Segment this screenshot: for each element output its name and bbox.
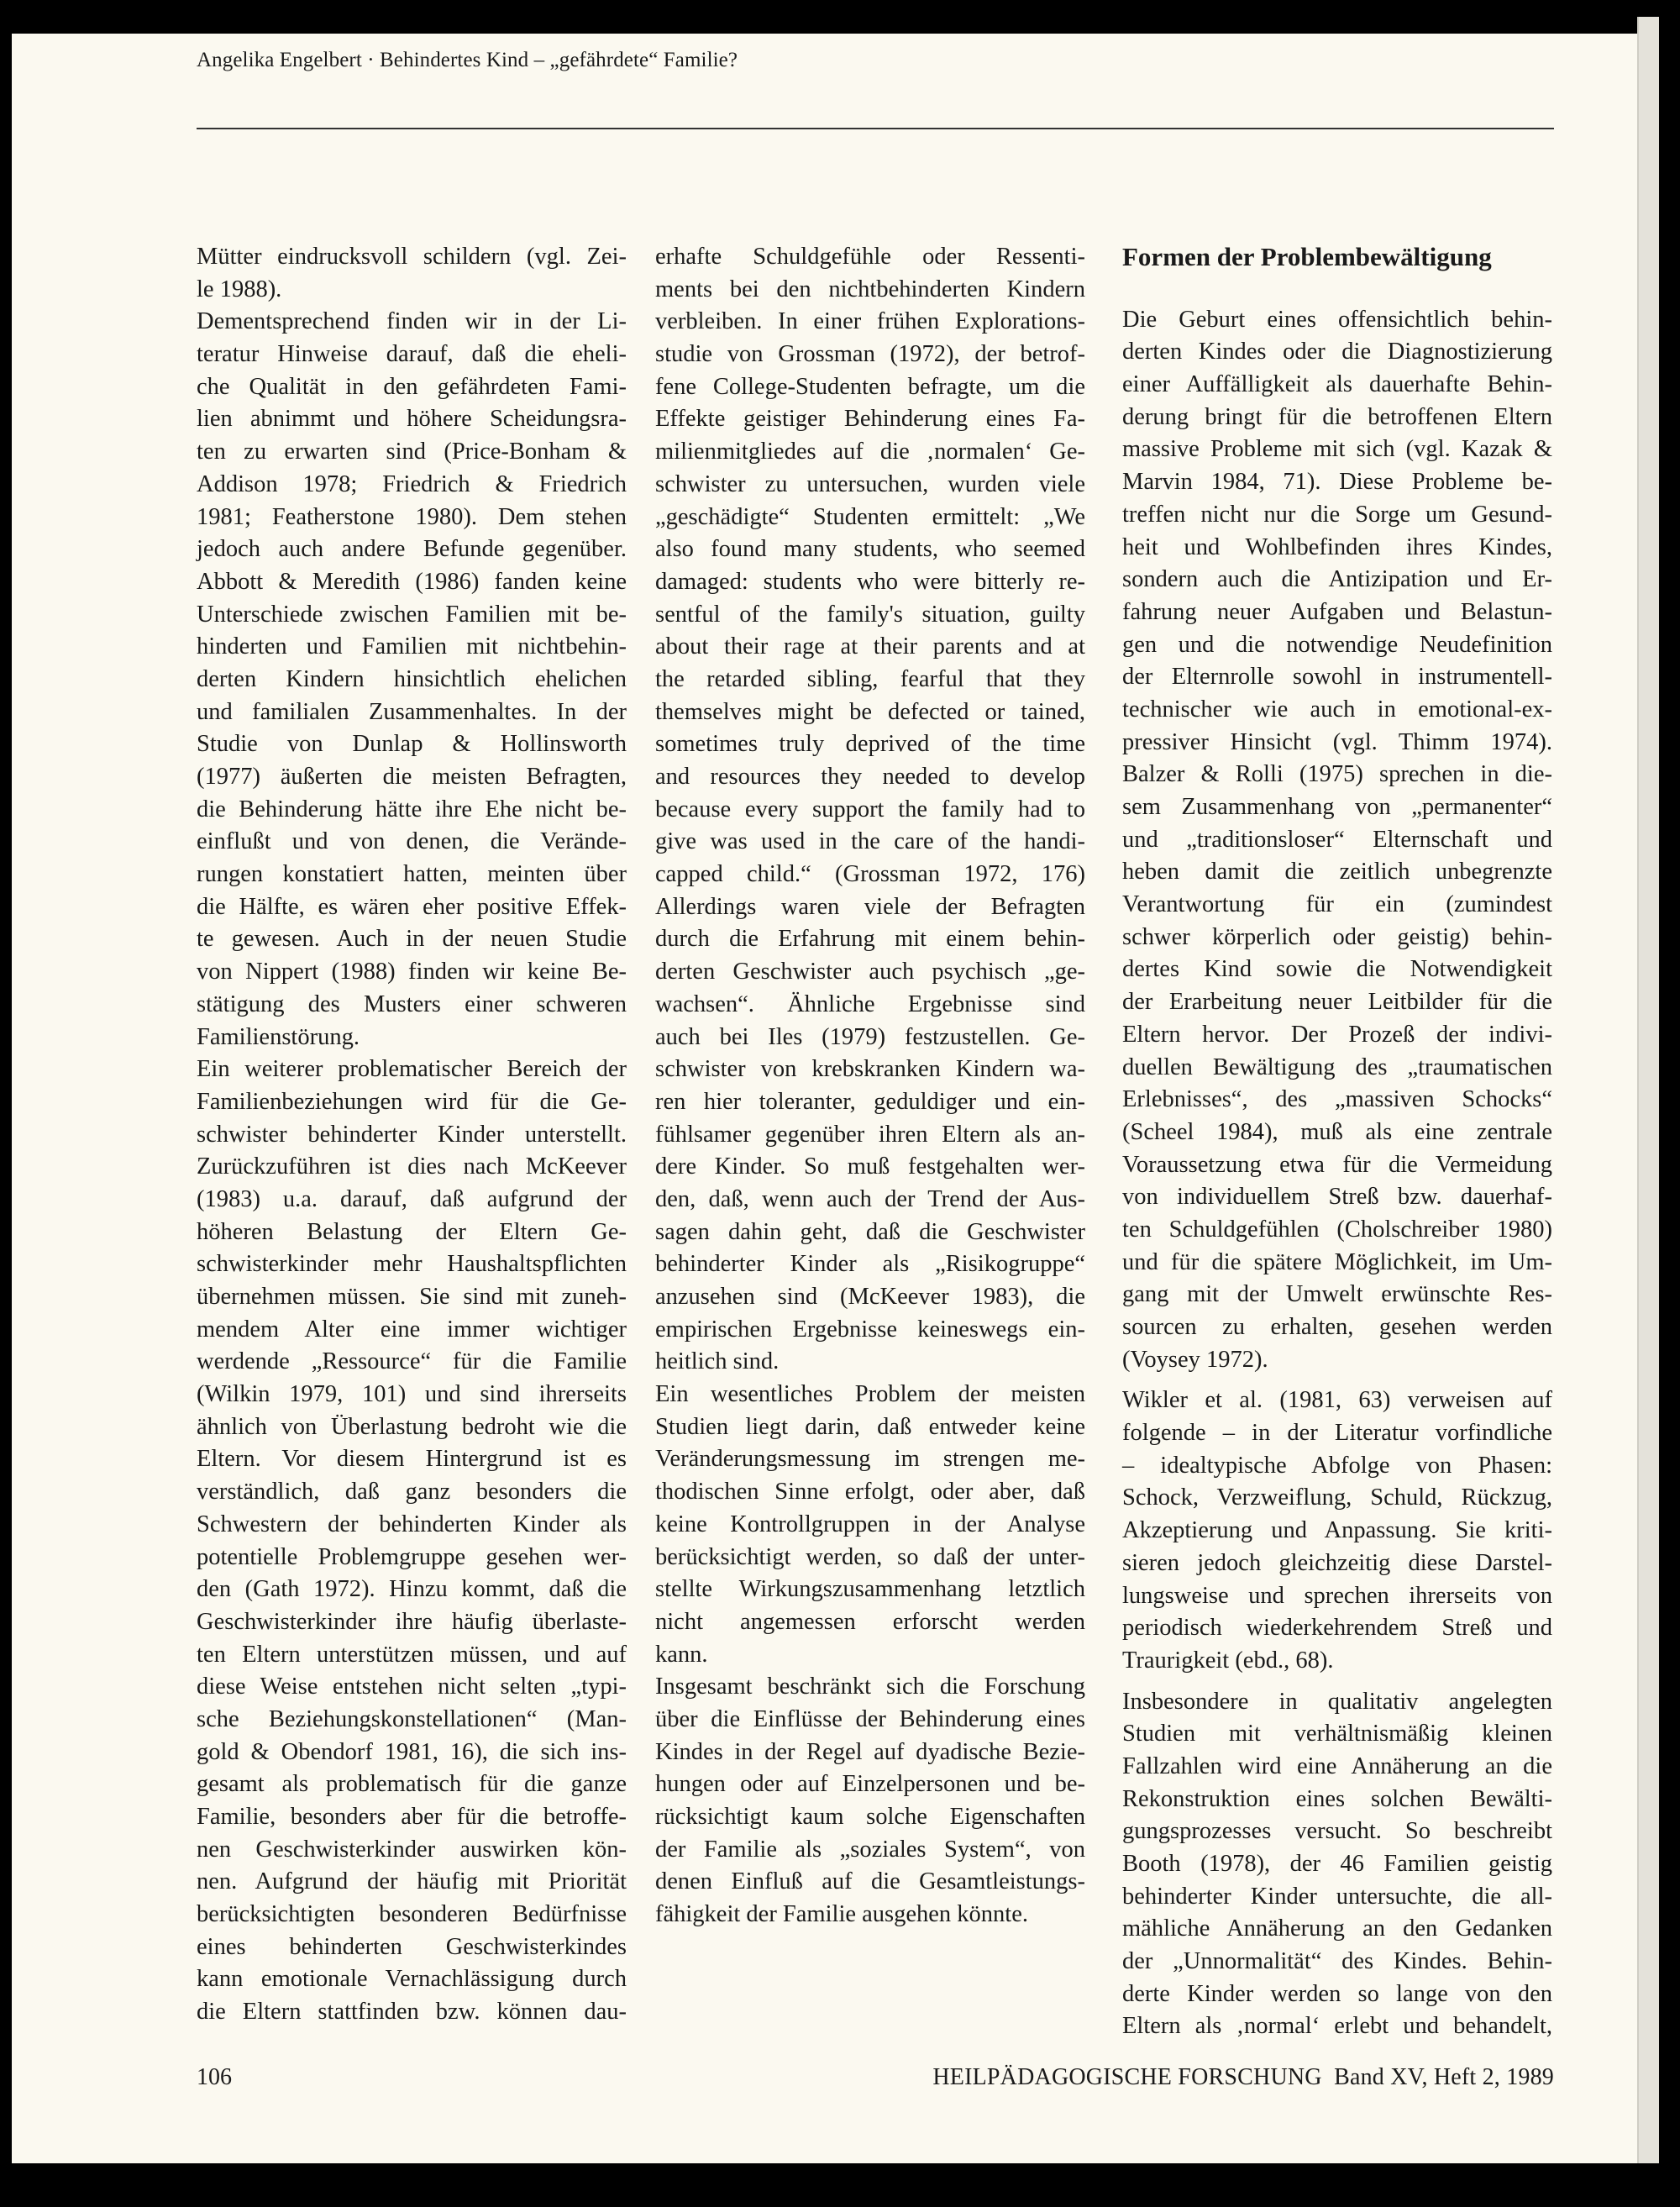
text-line: sourcen zu erhalten, gesehen werden (1122, 1314, 1552, 1341)
text-line: verständlich, daß ganz besonders die (197, 1479, 627, 1505)
text-line: Familie, besonders aber für die betroffe- (197, 1804, 627, 1830)
text-line: jedoch auch andere Befunde gegenüber. (197, 536, 627, 563)
text-line: behinderter Kinder als „Risikogruppe“ (655, 1251, 1085, 1278)
text-line: der Erarbeitung neuer Leitbilder für die (1122, 989, 1552, 1016)
column-2 (655, 241, 1085, 1931)
text-line: and resources they needed to develop (655, 764, 1085, 790)
text-line: heitlich sind. (655, 1348, 780, 1375)
page-number: 106 (197, 2064, 232, 2090)
text-line: gesamt als problematisch für die ganze (197, 1771, 627, 1798)
column-1 (197, 241, 627, 2029)
text-line: Familienbeziehungen wird für die Ge- (197, 1088, 627, 1115)
text-line: schwer körperlich oder geistig) behin- (1122, 923, 1552, 950)
text-line: ten zu erwarten sind (Price-Bonham & (197, 439, 627, 465)
text-line: le 1988). (197, 276, 282, 302)
text-line: Insbesondere in qualitativ angelegten (1122, 1688, 1552, 1715)
text-line: behinderter Kinder untersuchte, die all- (1122, 1883, 1552, 1910)
text-line: die Hälfte, es wären eher positive Effek- (197, 893, 627, 920)
journal-citation: HEILPÄDAGOGISCHE FORSCHUNG Band XV, Heft 2, 1989 (932, 2064, 1554, 2090)
text-line: sagen dahin geht, daß die Geschwister (655, 1218, 1085, 1245)
text-line: den, daß, wenn auch der Trend der Aus- (655, 1185, 1085, 1212)
column-3 (1122, 241, 1552, 2043)
text-line: Effekte geistiger Behinderung eines Fa- (655, 406, 1085, 433)
text-line: the retarded sibling, fearful that they (655, 665, 1085, 692)
text-line: che Qualität in den gefährdeten Fami- (197, 373, 627, 400)
text-line: stellte Wirkungszusammenhang letztlich (655, 1576, 1085, 1603)
text-line: von individuellem Streß bzw. dauerhaf- (1122, 1184, 1552, 1211)
text-line: hungen oder auf Einzelpersonen und be- (655, 1771, 1085, 1798)
text-line: den (Gath 1972). Hinzu kommt, daß die (197, 1576, 627, 1603)
text-line: diese Weise entstehen nicht selten „typi- (197, 1674, 627, 1700)
running-header: Angelika Engelbert · Behindertes Kind – „gefährdete“ Familie? (197, 49, 738, 71)
text-line: verbleiben. In einer frühen Explorations- (655, 308, 1085, 335)
text-line: der Elternrolle sowohl in instrumentell- (1122, 664, 1552, 691)
text-line: sem Zusammenhang von „permanenter“ (1122, 794, 1552, 821)
text-line: über die Einflüsse der Behinderung eines (655, 1705, 1085, 1732)
text-line: sieren jedoch gleichzeitig diese Darstel- (1122, 1549, 1552, 1576)
text-line: Addison 1978; Friedrich & Friedrich (197, 470, 627, 497)
text-line: Erlebnisses“, des „massiven Schocks“ (1122, 1086, 1552, 1113)
text-line: der „Unnormalität“ des Kindes. Behin- (1122, 1948, 1552, 1975)
paragraph (655, 1379, 1085, 1671)
text-line: auch bei Iles (1979) festzustellen. Ge- (655, 1023, 1085, 1050)
text-line: Abbott & Meredith (1986) fanden keine (197, 568, 627, 595)
text-line: einer Auffälligkeit als dauerhafte Behin- (1122, 371, 1552, 398)
text-line: studie von Grossman (1972), der betrof- (655, 341, 1085, 368)
text-line: gungsprozesses versucht. So beschreibt (1122, 1818, 1552, 1845)
text-line: heben damit die zeitlich unbegrenzte (1122, 859, 1552, 885)
text-line: Ein wesentliches Problem der meisten (655, 1381, 1085, 1408)
text-line: sentful of the family's situation, guilty (655, 601, 1085, 628)
text-line: Studie von Dunlap & Hollinsworth (197, 731, 627, 758)
text-line: heit und Wohlbefinden ihres Kindes, (1122, 533, 1552, 560)
text-line: – idealtypische Abfolge von Phasen: (1122, 1452, 1552, 1479)
text-line: derten Kindes oder die Diagnostizierung (1122, 339, 1552, 365)
text-line: (Wilkin 1979, 101) und sind ihrerseits (197, 1381, 627, 1408)
text-line: ähnlich von Überlastung bedroht wie die (197, 1413, 627, 1440)
text-line: keine Kontrollgruppen in der Analyse (655, 1511, 1085, 1537)
text-line: erhafte Schuldgefühle oder Ressenti- (655, 244, 1085, 270)
text-line: nicht angemessen erforscht werden (655, 1608, 1085, 1635)
text-line: schwister von krebskranken Kindern wa- (655, 1056, 1085, 1083)
text-line: durch die Erfahrung mit einem behin- (655, 926, 1085, 953)
text-line: nen. Aufgrund der häufig mit Priorität (197, 1868, 627, 1895)
text-line: dere Kinder. So muß festgehalten wer- (655, 1153, 1085, 1180)
paragraph (655, 1671, 1085, 1931)
text-line: 1981; Featherstone 1980). Dem stehen (197, 503, 627, 530)
text-line: (Voysey 1972). (1122, 1346, 1268, 1373)
text-line: berücksichtigt werden, so daß der unter- (655, 1543, 1085, 1570)
text-line: Voraussetzung etwa für die Vermeidung (1122, 1151, 1552, 1178)
text-line: Veränderungsmessung im strengen me- (655, 1446, 1085, 1473)
text-line: thodischen Sinne erfolgt, oder aber, daß (655, 1479, 1085, 1505)
text-line: ments bei den nichtbehinderten Kindern (655, 276, 1085, 302)
text-line: Wikler et al. (1981, 63) verweisen auf (1122, 1387, 1552, 1414)
text-line: Fallzahlen wird eine Annäherung an die (1122, 1752, 1552, 1779)
text-line: Eltern als ‚normal‘ erlebt und behandelt, (1122, 2013, 1552, 2040)
text-line: (1983) u.a. darauf, daß aufgrund der (197, 1185, 627, 1212)
text-line: milienmitgliedes auf die ‚normalen‘ Ge- (655, 439, 1085, 465)
text-line: derten Kindern hinsichtlich ehelichen (197, 665, 627, 692)
text-line: Verantwortung für ein (zumindest (1122, 891, 1552, 918)
text-line: und familialen Zusammenhaltes. In der (197, 698, 627, 725)
text-line: Studien mit verhältnismäßig kleinen (1122, 1721, 1552, 1747)
text-line: Familienstörung. (197, 1023, 360, 1050)
text-line: kann emotionale Vernachlässigung durch (197, 1966, 627, 1993)
text-line: sche Beziehungskonstellationen“ (Man- (197, 1705, 627, 1732)
text-line: ren hier toleranter, geduldiger und ein- (655, 1088, 1085, 1115)
text-line: Mütter eindrucksvoll schildern (vgl. Zei- (197, 244, 627, 270)
text-line: mähliche Annäherung an den Gedanken (1122, 1915, 1552, 1942)
text-line: sondern auch die Antizipation und Er- (1122, 566, 1552, 593)
text-line: derung bringt für die betroffenen Eltern (1122, 403, 1552, 430)
text-line: Geschwisterkinder ihre häufig überlaste- (197, 1608, 627, 1635)
text-line: schwisterkinder mehr Haushaltspflichten (197, 1251, 627, 1278)
text-line: (1977) äußerten die meisten Befragten, (197, 764, 627, 790)
text-line: die Behinderung hätte ihre Ehe nicht be- (197, 796, 627, 822)
paragraph (1122, 1385, 1552, 1677)
text-line: einflußt und von denen, die Verände- (197, 828, 627, 855)
text-line: Eltern hervor. Der Prozeß der indivi- (1122, 1021, 1552, 1048)
text-line: dertes Kind sowie die Notwendigkeit (1122, 956, 1552, 983)
text-line: schwister behinderter Kinder unterstellt. (197, 1121, 627, 1148)
text-line: gold & Obendorf 1981, 16), die sich ins- (197, 1738, 627, 1765)
text-line: rungen konstatiert hatten, meinten über (197, 861, 627, 888)
text-line: Marvin 1984, 71). Diese Probleme be- (1122, 469, 1552, 496)
text-line: Balzer & Rolli (1975) sprechen in die- (1122, 761, 1552, 788)
text-line: Eltern. Vor diesem Hintergrund ist es (197, 1446, 627, 1473)
text-line: Die Geburt eines offensichtlich behin- (1122, 306, 1552, 333)
text-line: eines behinderten Geschwisterkindes (197, 1933, 627, 1960)
text-line: sometimes truly deprived of the time (655, 731, 1085, 758)
paragraph (197, 306, 627, 1054)
text-line: stätigung des Musters einer schweren (197, 991, 627, 1017)
text-line: „geschädigte“ Studenten ermittelt: „We (655, 503, 1085, 530)
text-line: Allerdings waren viele der Befragten (655, 893, 1085, 920)
text-line: derte Kinder werden so lange von den (1122, 1980, 1552, 2007)
text-line: gang mit der Umwelt erwünschte Res- (1122, 1281, 1552, 1308)
text-line: denen Einfluß auf die Gesamtleistungs- (655, 1868, 1085, 1895)
text-line: potentielle Problemgruppe gesehen wer- (197, 1543, 627, 1570)
text-line: fähigkeit der Familie ausgehen könnte. (655, 1901, 1028, 1928)
text-line: höheren Belastung der Eltern Ge- (197, 1218, 627, 1245)
text-line: von Nippert (1988) finden wir keine Be- (197, 959, 627, 985)
text-line: werdende „Ressource“ für die Familie (197, 1348, 627, 1375)
text-line: teratur Hinweise darauf, daß die eheli- (197, 341, 627, 368)
text-line: Rekonstruktion eines solchen Bewälti- (1122, 1785, 1552, 1812)
text-line: gen und die notwendige Neudefinition (1122, 631, 1552, 658)
text-line: hinderten und Familien mit nichtbehin- (197, 633, 627, 660)
paragraph (1122, 1686, 1552, 2044)
text-line: Traurigkeit (ebd., 68). (1122, 1647, 1334, 1674)
text-line: übernehmen müssen. Sie sind mit zuneh- (197, 1284, 627, 1310)
text-line: berücksichtigten besonderen Bedürfnisse (197, 1901, 627, 1928)
text-line: anzusehen sind (McKeever 1983), die (655, 1284, 1085, 1310)
text-line: give was used in the care of the handi- (655, 828, 1085, 855)
text-line: massive Probleme mit sich (vgl. Kazak & (1122, 436, 1552, 463)
text-line: fühlsamer gegenüber ihren Eltern als an- (655, 1121, 1085, 1148)
text-line: empirischen Ergebnisse keineswegs ein- (655, 1316, 1085, 1343)
text-line: themselves might be defected or tained, (655, 698, 1085, 725)
paragraph (1122, 304, 1552, 1377)
text-line: die Eltern stattfinden bzw. können dau- (197, 1999, 627, 2026)
text-line: Kindes in der Regel auf dyadische Bezie- (655, 1738, 1085, 1765)
paragraph (655, 241, 1085, 1379)
text-line: technischer wie auch in emotional-ex- (1122, 696, 1552, 723)
text-line: Insgesamt beschränkt sich die Forschung (655, 1674, 1085, 1700)
text-line: folgende – in der Literatur vorfindliche (1122, 1420, 1552, 1447)
text-line: kann. (655, 1641, 708, 1668)
text-line: lungsweise und sprechen ihrerseits von (1122, 1582, 1552, 1609)
text-line: Unterschiede zwischen Familien mit be- (197, 601, 627, 628)
text-line: capped child.“ (Grossman 1972, 176) (655, 861, 1085, 888)
text-line: duellen Bewältigung des „traumatischen (1122, 1054, 1552, 1080)
text-line: treffen nicht nur die Sorge um Gesund- (1122, 501, 1552, 528)
text-line: derten Geschwister auch psychisch „ge- (655, 959, 1085, 985)
text-line: Studien liegt darin, daß entweder keine (655, 1413, 1085, 1440)
paragraph (197, 241, 627, 306)
text-line: und für die spätere Möglichkeit, im Um- (1122, 1248, 1552, 1275)
text-line: Akzeptierung und Anpassung. Sie kriti- (1122, 1517, 1552, 1544)
text-line: damaged: students who were bitterly re- (655, 568, 1085, 595)
text-line: te gewesen. Auch in der neuen Studie (197, 926, 627, 953)
text-line: schwister zu untersuchen, wurden viele (655, 470, 1085, 497)
text-line: wachsen“. Ähnliche Ergebnisse sind (655, 991, 1085, 1017)
text-line: fahrung neuer Aufgaben und Belastun- (1122, 598, 1552, 625)
text-line: ten Schuldgefühlen (Cholschreiber 1980) (1122, 1216, 1552, 1243)
text-line: (Scheel 1984), muß als eine zentrale (1122, 1118, 1552, 1145)
text-line: und „traditionsloser“ Elternschaft und (1122, 826, 1552, 853)
text-line: Zurückzuführen ist dies nach McKeever (197, 1153, 627, 1180)
text-line: der Familie als „soziales System“, von (655, 1836, 1085, 1863)
text-line: Ein weiterer problematischer Bereich der (197, 1056, 627, 1083)
section-heading: Formen der Problembewältigung (1122, 242, 1492, 271)
text-line: rücksichtigt kaum solche Eigenschaften (655, 1804, 1085, 1830)
paragraph (197, 1054, 627, 2029)
text-line: because every support the family had to (655, 796, 1085, 822)
text-line: also found many students, who seemed (655, 536, 1085, 563)
page-edge (1637, 17, 1659, 2163)
header-rule (197, 128, 1554, 129)
text-line: periodisch wiederkehrendem Streß und (1122, 1615, 1552, 1642)
text-line: pressiver Hinsicht (vgl. Thimm 1974). (1122, 728, 1552, 755)
text-line: nen Geschwisterkinder auswirken kön- (197, 1836, 627, 1863)
text-line: Booth (1978), der 46 Familien geistig (1122, 1851, 1552, 1878)
text-line: Schwestern der behinderten Kinder als (197, 1511, 627, 1537)
text-line: lien abnimmt und höhere Scheidungsra- (197, 406, 627, 433)
text-line: Dementsprechend finden wir in der Li- (197, 308, 627, 335)
text-line: fene College-Studenten befragte, um die (655, 373, 1085, 400)
text-line: about their rage at their parents and at (655, 633, 1085, 660)
text-line: mendem Alter eine immer wichtiger (197, 1316, 627, 1343)
text-line: Schock, Verzweiflung, Schuld, Rückzug, (1122, 1484, 1552, 1511)
text-line: ten Eltern unterstützen müssen, und auf (197, 1641, 627, 1668)
